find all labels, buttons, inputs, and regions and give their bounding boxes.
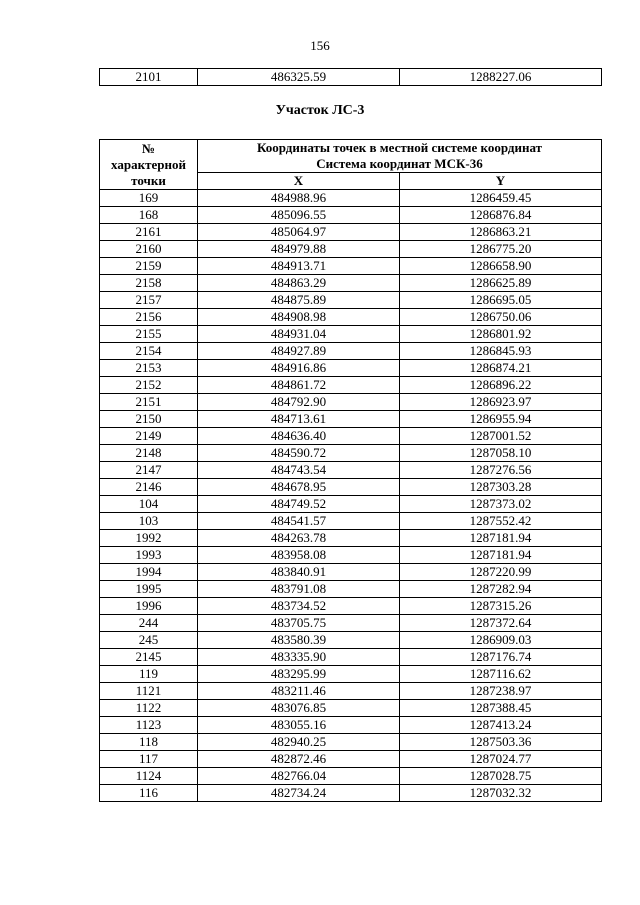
point-cell: 116 [100,785,198,802]
x-cell: 484749.52 [197,496,399,513]
x-cell: 484863.29 [197,275,399,292]
x-cell: 483295.99 [197,666,399,683]
table-row [100,734,602,751]
y-cell: 1288227.06 [399,69,601,86]
point-cell: 2152 [100,377,198,394]
point-cell: 2147 [100,462,198,479]
x-cell: 484541.57 [197,513,399,530]
x-cell: 484792.90 [197,394,399,411]
y-cell: 1286658.90 [399,258,601,275]
x-cell: 484988.96 [197,190,399,207]
continuation-table [99,68,602,86]
y-cell: 1287181.94 [399,530,601,547]
y-cell: 1286625.89 [399,275,601,292]
x-cell: 483734.52 [197,598,399,615]
y-cell: 1287032.32 [399,785,601,802]
x-cell: 484743.54 [197,462,399,479]
x-cell: 486325.59 [197,69,399,86]
point-cell: 244 [100,615,198,632]
y-header: Y [399,173,601,190]
table-row [100,530,602,547]
y-cell: 1286896.22 [399,377,601,394]
x-cell: 482734.24 [197,785,399,802]
x-cell: 485096.55 [197,207,399,224]
table-row [100,785,602,802]
coords-header-line1: Координаты точек в местной системе координат [197,140,601,157]
point-cell: 1121 [100,683,198,700]
table-row [100,649,602,666]
table-row [100,309,602,326]
point-cell: 2149 [100,428,198,445]
y-cell: 1286909.03 [399,632,601,649]
y-cell: 1287001.52 [399,428,601,445]
point-cell: 1124 [100,768,198,785]
table-row [100,258,602,275]
point-cell: 1123 [100,717,198,734]
x-cell: 483335.90 [197,649,399,666]
point-cell: 2148 [100,445,198,462]
y-cell: 1287058.10 [399,445,601,462]
x-cell: 483076.85 [197,700,399,717]
x-cell: 483705.75 [197,615,399,632]
point-cell: 2146 [100,479,198,496]
table-row [100,343,602,360]
table-row [100,241,602,258]
table-row [100,581,602,598]
table-body [100,190,602,802]
y-cell: 1287220.99 [399,564,601,581]
x-cell: 484875.89 [197,292,399,309]
table-row [100,751,602,768]
x-cell: 482940.25 [197,734,399,751]
point-cell: 2153 [100,360,198,377]
point-cell: 1994 [100,564,198,581]
y-cell: 1287315.26 [399,598,601,615]
x-cell: 482766.04 [197,768,399,785]
point-cell: 2160 [100,241,198,258]
page-number: 156 [310,38,330,53]
point-header-line3: точки [131,172,166,188]
x-cell: 484636.40 [197,428,399,445]
point-cell: 1992 [100,530,198,547]
table-row [100,394,602,411]
point-cell: 2161 [100,224,198,241]
x-cell: 483791.08 [197,581,399,598]
y-cell: 1287024.77 [399,751,601,768]
point-cell: 1996 [100,598,198,615]
point-header-line1: № [141,140,156,156]
y-cell: 1287388.45 [399,700,601,717]
table-row [100,666,602,683]
table-row [100,462,602,479]
point-cell: 2101 [100,69,198,86]
table-row [100,700,602,717]
table-row [100,190,602,207]
y-cell: 1287181.94 [399,547,601,564]
header-row [100,140,602,157]
point-cell: 119 [100,666,198,683]
point-cell: 245 [100,632,198,649]
table-row [100,292,602,309]
point-cell: 117 [100,751,198,768]
x-cell: 485064.97 [197,224,399,241]
table-row [100,683,602,700]
x-cell: 484908.98 [197,309,399,326]
y-cell: 1287116.62 [399,666,601,683]
x-header: X [197,173,399,190]
point-cell: 2159 [100,258,198,275]
x-cell: 483958.08 [197,547,399,564]
x-cell: 483211.46 [197,683,399,700]
table-row [100,615,602,632]
y-cell: 1287552.42 [399,513,601,530]
point-cell: 169 [100,190,198,207]
point-cell: 2154 [100,343,198,360]
point-cell: 2150 [100,411,198,428]
x-cell: 484927.89 [197,343,399,360]
section-title: Участок ЛС-3 [275,103,365,118]
table-row [100,411,602,428]
table-row [100,513,602,530]
table-row [100,428,602,445]
x-cell: 484861.72 [197,377,399,394]
point-cell: 2145 [100,649,198,666]
x-cell: 483840.91 [197,564,399,581]
table-row [100,377,602,394]
table-row [100,496,602,513]
point-cell: 2157 [100,292,198,309]
point-cell: 1122 [100,700,198,717]
x-cell: 483580.39 [197,632,399,649]
x-cell: 483055.16 [197,717,399,734]
y-cell: 1286750.06 [399,309,601,326]
x-cell: 484916.86 [197,360,399,377]
point-cell: 2155 [100,326,198,343]
table-row [100,207,602,224]
point-cell: 2151 [100,394,198,411]
y-cell: 1286695.05 [399,292,601,309]
point-cell: 2156 [100,309,198,326]
x-cell: 484678.95 [197,479,399,496]
x-cell: 484590.72 [197,445,399,462]
y-cell: 1287282.94 [399,581,601,598]
point-cell: 104 [100,496,198,513]
y-cell: 1287503.36 [399,734,601,751]
y-cell: 1286876.84 [399,207,601,224]
table-row [100,69,602,86]
table-row [100,717,602,734]
y-cell: 1286955.94 [399,411,601,428]
x-cell: 484713.61 [197,411,399,428]
y-cell: 1287276.56 [399,462,601,479]
coordinates-table [99,139,602,802]
x-cell: 484263.78 [197,530,399,547]
point-cell: 168 [100,207,198,224]
table-row [100,547,602,564]
point-cell: 103 [100,513,198,530]
point-cell: 1995 [100,581,198,598]
y-cell: 1286459.45 [399,190,601,207]
y-cell: 1287028.75 [399,768,601,785]
x-cell: 484913.71 [197,258,399,275]
y-cell: 1286801.92 [399,326,601,343]
table-row [100,598,602,615]
table-row [100,275,602,292]
point-number-header [100,140,198,190]
y-cell: 1286775.20 [399,241,601,258]
y-cell: 1287176.74 [399,649,601,666]
table-row [100,632,602,649]
table-row [100,564,602,581]
y-cell: 1286923.97 [399,394,601,411]
point-header-line2: характерной [111,156,186,172]
x-cell: 484931.04 [197,326,399,343]
y-cell: 1287413.24 [399,717,601,734]
y-cell: 1287373.02 [399,496,601,513]
point-cell: 2158 [100,275,198,292]
x-cell: 482872.46 [197,751,399,768]
y-cell: 1287303.28 [399,479,601,496]
table-row [100,768,602,785]
y-cell: 1286874.21 [399,360,601,377]
y-cell: 1287238.97 [399,683,601,700]
y-cell: 1286863.21 [399,224,601,241]
table-row [100,360,602,377]
table-row [100,445,602,462]
x-cell: 484979.88 [197,241,399,258]
y-cell: 1286845.93 [399,343,601,360]
y-cell: 1287372.64 [399,615,601,632]
table-row [100,479,602,496]
table-row [100,224,602,241]
point-cell: 1993 [100,547,198,564]
coords-header-line2: Система координат МСК-36 [197,156,601,173]
table-row [100,326,602,343]
point-cell: 118 [100,734,198,751]
